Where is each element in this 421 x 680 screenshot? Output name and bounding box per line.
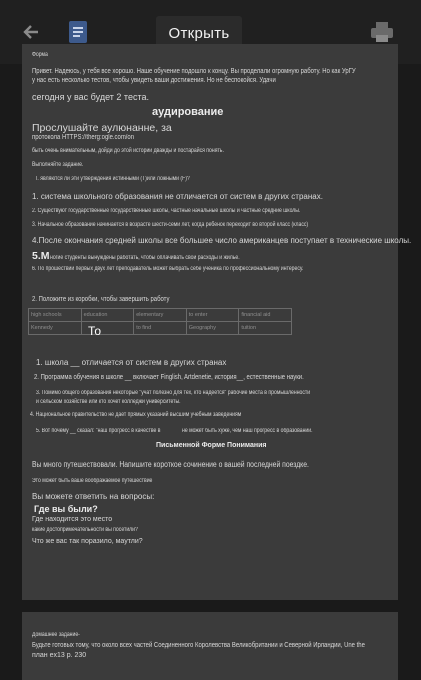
statement-6: 6. По прошествии первых двух лет преподаватель может выбрать себе ученика по профессиональному интересу. — [32, 266, 304, 272]
box-overlay-text: То — [88, 324, 102, 338]
word-box-cell: high schools — [29, 309, 82, 322]
fill-in-1: 1. школа __ отличается от систем в других странах — [36, 358, 227, 367]
statement-5 — [32, 250, 273, 262]
greeting-line-1: Привет. Надеюсь, у тебя все хорошо. Наше обучение подошло к концу. Вы проделали огромную работу. Но как УрГУ — [32, 68, 356, 75]
today-line: сегодня у вас будет 2 теста. — [32, 92, 149, 102]
word-box-cell: elementary — [134, 309, 187, 322]
writing-question-4: Что же вас так поразило, маутли? — [32, 538, 143, 545]
task-2-instruction: 2. Положите из коробки, чтобы завершить работу — [32, 296, 170, 303]
doc-header: Форма — [32, 52, 48, 58]
greeting-line-2: у нас есть несколько тестов, чтобы увидеть ваши достижения. Но не беспокойся. Удачи — [32, 77, 276, 84]
listen-title: Прослушайте аулюнанне, за — [32, 122, 172, 134]
statement-5-mark: 5.М — [32, 250, 50, 262]
document-icon[interactable] — [64, 18, 92, 46]
word-box-cell: Kennedy — [29, 322, 82, 335]
writing-question-2: Где находится это место — [32, 516, 113, 523]
homework-label: Домашнее задание- — [32, 632, 80, 638]
fill-in-5a: 5. Вот почему __ сказал: "наш прогресс в качестве в — [36, 428, 161, 434]
statement-2: 2. Существуют государственные государственные школы, частные начальные школы и частные средние школы. — [32, 208, 301, 214]
word-box-cell: Geography — [186, 322, 239, 335]
fill-in-5b: не может быть хуже, чем наш прогресс в образовании. — [182, 428, 313, 434]
back-arrow-icon[interactable] — [18, 18, 46, 46]
printer-icon[interactable] — [368, 18, 396, 46]
homework-line-2: план ex13 р. 230 — [32, 652, 87, 659]
imagine-note: Это может быть ваше воображаемое путешествие — [32, 478, 153, 484]
fill-in-3b: и сельском хозяйстве или кто хочет колледжи университеты. — [36, 399, 181, 405]
writing-task: Вы много путешествовали. Напишите короткое сочинение о вашей последней поездке. — [32, 460, 309, 469]
table-row — [29, 322, 292, 335]
statement-5-text: ногие студенты вынуждены работать, чтобы оплачивать свои расходы и жилье. — [49, 255, 240, 261]
statement-3: 3. Начальное образование начинается в возрасте шести-семи лет, когда ребенок переходит во второй класс (класс) — [32, 222, 309, 228]
statement-1: 1. система школьного образования не отличается от систем в других странах. — [32, 192, 323, 201]
careful-note: быть очень внимательным, дойди до этой истории дважды и постарайся понять. — [32, 148, 224, 154]
word-box-cell: financial aid — [239, 309, 292, 322]
word-box-cell: tuition — [239, 322, 292, 335]
task-1-instruction: I. являются ли эти утверждения истинными (T)или ложными (F)? — [36, 176, 190, 182]
section-title-listening: аудирование — [152, 106, 224, 118]
task-label: Выполняйте задание. — [32, 162, 84, 168]
statement-4: 4.После окончания средней школы все большее число американцев поступает в технические школы. — [32, 236, 412, 245]
document-page-2 — [22, 612, 398, 680]
writing-question-1: Где вы были? — [34, 504, 98, 514]
section-title-writing: Письменной Форме Понимания — [156, 442, 267, 449]
word-box-cell: education — [81, 309, 134, 322]
answer-prompt: Вы можете ответить на вопросы: — [32, 492, 155, 501]
word-box-cell: to enter — [186, 309, 239, 322]
homework-line-1: Будьте готовых тому, что около всех частей Соединенного Королевства Великобритании и Северной Ирландии, Une the — [32, 642, 365, 649]
table-row — [29, 309, 292, 322]
document-page — [22, 44, 412, 600]
writing-question-3: какие достопримечательности вы посетили? — [32, 527, 138, 533]
word-box-table — [28, 308, 292, 335]
fill-in-3a: 3. Помимо общего образования некоторые "учат полезно для тех, кто надеется" рабочие места в промышленности — [36, 390, 311, 396]
word-box-cell: to find — [134, 322, 187, 335]
fill-in-2: 2. Программа обучения в школе __ включает Finglish, Artdenetie, история__, естественные науки. — [34, 374, 304, 381]
open-button[interactable]: Открыть — [156, 16, 242, 50]
audio-link[interactable]: протокола HTTPS://therg:ogle.com/on — [32, 134, 135, 141]
fill-in-4: 4. Национальное правительство не дает прямых указаний высшим учебным заведениям — [30, 412, 242, 418]
